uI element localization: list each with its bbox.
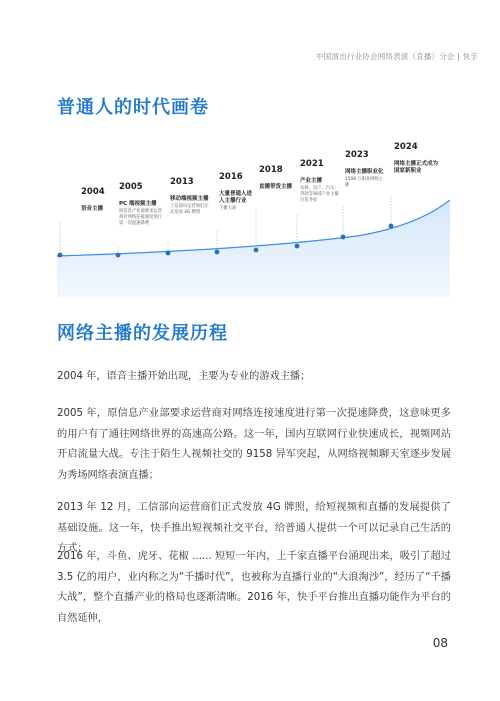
milestone-2023 bbox=[345, 151, 387, 189]
paragraph: 2016 年，斗鱼、虎牙、花椒 ...... 短短一年内，上千家直播平台涌现出来，吸引了超过 3.5 亿的用户，业内称之为“千播时代”，也被称为直播行业的“大浪淘沙”，经历了“千播大战”，整个直播产业的格局也逐渐清晰。2016 年，快手平台推出直播功能作为平台的自然延伸， bbox=[57, 551, 451, 624]
milestone-2021 bbox=[300, 160, 340, 204]
timeline-graphic bbox=[57, 138, 450, 298]
milestone-desc: 1508 万职业网络主播 bbox=[345, 176, 384, 188]
timeline-dot bbox=[389, 224, 394, 229]
milestone-year: 2004 bbox=[81, 187, 105, 197]
milestone-2013 bbox=[170, 178, 212, 216]
milestone-2005 bbox=[119, 183, 163, 227]
milestone-desc: 农林、房产、汽车、贷款等领域产业主播百花齐放 bbox=[300, 185, 339, 203]
timeline-area bbox=[57, 200, 450, 298]
milestone-desc: 千播大战 bbox=[219, 205, 237, 211]
milestone-2016 bbox=[219, 173, 255, 212]
timeline-dot bbox=[58, 253, 63, 258]
timeline-dot bbox=[166, 251, 171, 256]
milestone-title: 网络主播职业化 bbox=[345, 168, 384, 175]
timeline-curve-graphic bbox=[57, 138, 450, 298]
milestone-year: 2023 bbox=[345, 150, 369, 160]
timeline-dot bbox=[341, 235, 346, 240]
milestone-year: 2016 bbox=[219, 172, 243, 182]
milestone-year: 2021 bbox=[300, 159, 324, 169]
milestone-title: 网络主播正式成为国家新职业 bbox=[394, 160, 439, 174]
paragraph: 2005 年，原信息产业部要求运营商对网络连接速度进行第一次提速降费，这意味更多的用户有了通往网络世界的高速高公路。这一年，国内互联网行业快速成长，视频网站开启流量大战。专注于陌生人视频社交的 9158 异军突起，从网络视频聊天室逐步发展为秀场网络表演直播； bbox=[57, 408, 451, 481]
milestone-year: 2013 bbox=[170, 177, 194, 187]
milestone-title: 直播带货主播 bbox=[259, 183, 293, 190]
milestone-title: 产业主播 bbox=[300, 177, 323, 184]
timeline-dot bbox=[116, 253, 121, 258]
milestone-2024 bbox=[394, 143, 440, 175]
milestone-title: PC 端视频主播 bbox=[119, 200, 157, 207]
milestone-title: 语音主播 bbox=[81, 205, 104, 212]
section-title-timeline: 普通人的时代画卷 bbox=[57, 97, 209, 118]
milestone-year: 2005 bbox=[119, 182, 143, 192]
milestone-2004 bbox=[81, 188, 121, 213]
paragraph: 2004 年，语音主播开始出现，主要为专业的游戏主播； bbox=[57, 371, 311, 382]
milestone-title: 大量普通人进入主播行业 bbox=[219, 190, 253, 204]
milestone-year: 2018 bbox=[259, 165, 283, 175]
running-header: 中国演出行业协会网络表演（直播）分会 | 快手 bbox=[316, 52, 478, 61]
milestone-title: 移动端视频主播 bbox=[170, 195, 209, 202]
paragraph: 2013 年 12 月，工信部向运营商们正式发放 4G 牌照，给短视频和直播的发展提供了基础设施。这一年，快手推出短视频社交平台，给普通人提供一个可以记录自己生活的方式； bbox=[57, 502, 451, 554]
section-title-history: 网络主播的发展历程 bbox=[57, 323, 228, 344]
milestone-desc: 原信息产业部要求运营商对网络连接速度进行第一次提速降费 bbox=[119, 208, 162, 226]
milestone-year: 2024 bbox=[394, 142, 418, 152]
page-number: 08 bbox=[432, 636, 448, 650]
timeline-dot bbox=[295, 244, 300, 249]
milestone-2018 bbox=[259, 166, 297, 191]
milestone-desc: 工信部向运营商们正式发放 4G 牌照 bbox=[170, 203, 209, 215]
timeline-dot bbox=[215, 250, 220, 255]
timeline-dot bbox=[254, 248, 259, 253]
